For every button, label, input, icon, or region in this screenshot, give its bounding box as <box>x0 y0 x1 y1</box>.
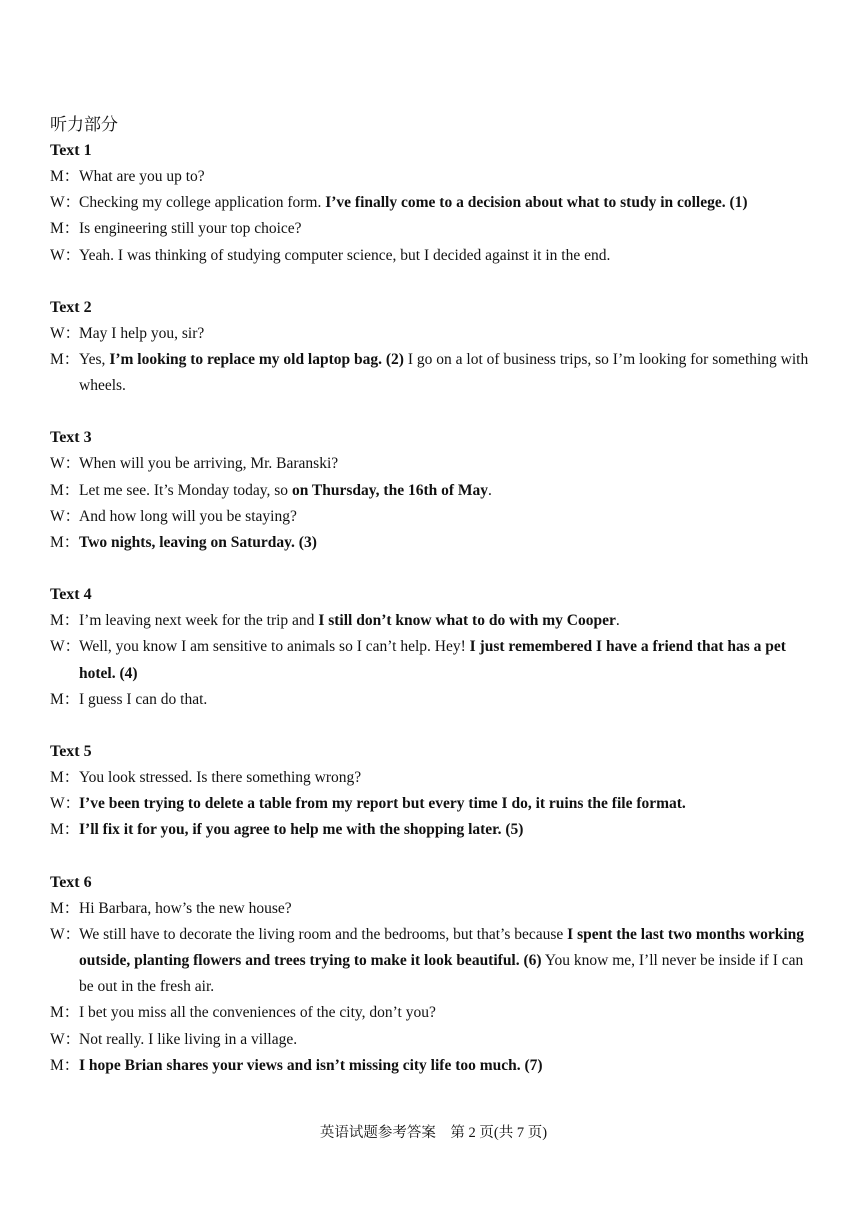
text-block <box>50 138 818 269</box>
dialogue-text: Not really. I like living in a village. <box>79 1030 298 1048</box>
dialogue-line <box>50 922 818 1001</box>
text-title: Text 5 <box>50 743 92 761</box>
answer-highlight: I spent the last two months working outside, planting flowers and trees trying to make it look beautiful. (6) <box>79 925 805 970</box>
speaker-label: W： <box>50 795 81 813</box>
speaker-label: M： <box>50 351 80 369</box>
text-block <box>50 582 818 713</box>
dialogue-text: I’m leaving next week for the trip and <box>79 612 319 630</box>
text-block <box>50 870 818 1079</box>
answer-page <box>50 112 818 1079</box>
speaker-label: M： <box>50 1056 80 1074</box>
dialogue-line <box>50 765 818 791</box>
dialogue-text: Is engineering still your top choice? <box>79 220 302 238</box>
dialogue-line <box>50 216 818 242</box>
section-gap <box>50 844 818 870</box>
text-title: Text 6 <box>50 873 92 891</box>
dialogue-line <box>50 321 818 347</box>
dialogue-text: Let me see. It’s Monday today, so <box>79 481 292 499</box>
speaker-label: W： <box>50 638 81 656</box>
dialogue-text: May I help you, sir? <box>79 324 205 342</box>
dialogue-line <box>50 164 818 190</box>
dialogue-line <box>50 530 818 556</box>
answer-highlight: Two nights, leaving on Saturday. (3) <box>79 534 317 552</box>
speaker-label: M： <box>50 1004 80 1022</box>
dialogue-text: And how long will you be staying? <box>79 507 297 525</box>
dialogue-text: . <box>488 481 492 499</box>
speaker-label: M： <box>50 769 80 787</box>
texts-container <box>50 138 818 1079</box>
dialogue-line <box>50 817 818 843</box>
answer-highlight: on Thursday, the 16th of May <box>291 481 489 499</box>
dialogue-text: We still have to decorate the living room and the bedrooms, but that’s because <box>79 925 568 943</box>
section-gap <box>50 556 818 582</box>
page-footer: 英语试题参考答案 第 2 页(共 7 页) <box>319 1125 548 1141</box>
text-block <box>50 295 818 400</box>
dialogue-text: What are you up to? <box>79 168 205 185</box>
section-gap <box>50 399 818 425</box>
dialogue-text: You know me, I’ll never be inside if I can be out in the fresh air. <box>79 952 804 996</box>
text-title: Text 3 <box>50 429 92 447</box>
text-title: Text 1 <box>50 142 92 159</box>
dialogue-text: I go on a lot of business trips, so I’m looking for something with wheels. <box>79 351 809 395</box>
answer-highlight: I’ve finally come to a decision about what to study in college. (1) <box>325 194 748 212</box>
dialogue-text: . <box>615 612 620 630</box>
dialogue-line <box>50 687 818 713</box>
section-heading: 听力部分 <box>50 115 118 134</box>
dialogue-text: I guess I can do that. <box>79 690 208 708</box>
dialogue-text: Yes, <box>79 351 110 369</box>
dialogue-line <box>50 243 818 269</box>
speaker-label: W： <box>50 246 81 264</box>
dialogue-text: Hi Barbara, how’s the new house? <box>79 899 292 917</box>
dialogue-text: You look stressed. Is there something wrong? <box>79 769 362 787</box>
dialogue-line <box>50 1053 818 1079</box>
dialogue-text: Checking my college application form. <box>79 194 326 212</box>
speaker-label: M： <box>50 534 80 552</box>
section-gap <box>50 713 818 739</box>
answer-highlight: I still don’t know what to do with my Cooper <box>318 612 616 630</box>
dialogue-line <box>50 347 818 399</box>
dialogue-line <box>50 634 818 686</box>
text-title: Text 4 <box>50 586 92 604</box>
speaker-label: M： <box>50 481 80 499</box>
speaker-label: W： <box>50 507 81 525</box>
answer-highlight: I’ve been trying to delete a table from my report but every time I do, it ruins the file format. <box>79 795 686 813</box>
answer-highlight: I hope Brian shares your views and isn’t missing city life too much. (7) <box>79 1056 543 1074</box>
answer-highlight: I’m looking to replace my old laptop bag. (2) <box>109 351 404 369</box>
speaker-label: W： <box>50 194 81 212</box>
text-title: Text 2 <box>50 298 92 316</box>
speaker-label: M： <box>50 220 80 238</box>
text-block <box>50 739 818 844</box>
dialogue-line <box>50 608 818 634</box>
speaker-label: M： <box>50 612 80 630</box>
speaker-label: M： <box>50 821 80 839</box>
speaker-label: W： <box>50 925 81 943</box>
speaker-label: M： <box>50 168 80 185</box>
dialogue-line <box>50 896 818 922</box>
answer-highlight: I just remembered I have a friend that has a pet hotel. (4) <box>79 638 786 682</box>
dialogue-text: Well, you know I am sensitive to animals so I can’t help. Hey! <box>79 638 470 656</box>
speaker-label: W： <box>50 455 81 473</box>
dialogue-text: I bet you miss all the conveniences of the city, don’t you? <box>79 1004 436 1022</box>
speaker-label: M： <box>50 690 80 708</box>
dialogue-line <box>50 1027 818 1053</box>
speaker-label: W： <box>50 1030 81 1048</box>
section-gap <box>50 269 818 295</box>
dialogue-line <box>50 791 818 817</box>
dialogue-line <box>50 451 818 477</box>
dialogue-text: When will you be arriving, Mr. Baranski? <box>79 455 339 473</box>
answer-highlight: I’ll fix it for you, if you agree to help me with the shopping later. (5) <box>79 821 524 839</box>
text-block <box>50 425 818 556</box>
speaker-label: W： <box>50 324 81 342</box>
speaker-label: M： <box>50 899 80 917</box>
dialogue-line <box>50 504 818 530</box>
dialogue-line <box>50 190 818 216</box>
dialogue-line <box>50 478 818 504</box>
dialogue-line <box>50 1000 818 1026</box>
dialogue-text: Yeah. I was thinking of studying computer science, but I decided against it in the end. <box>79 246 611 264</box>
